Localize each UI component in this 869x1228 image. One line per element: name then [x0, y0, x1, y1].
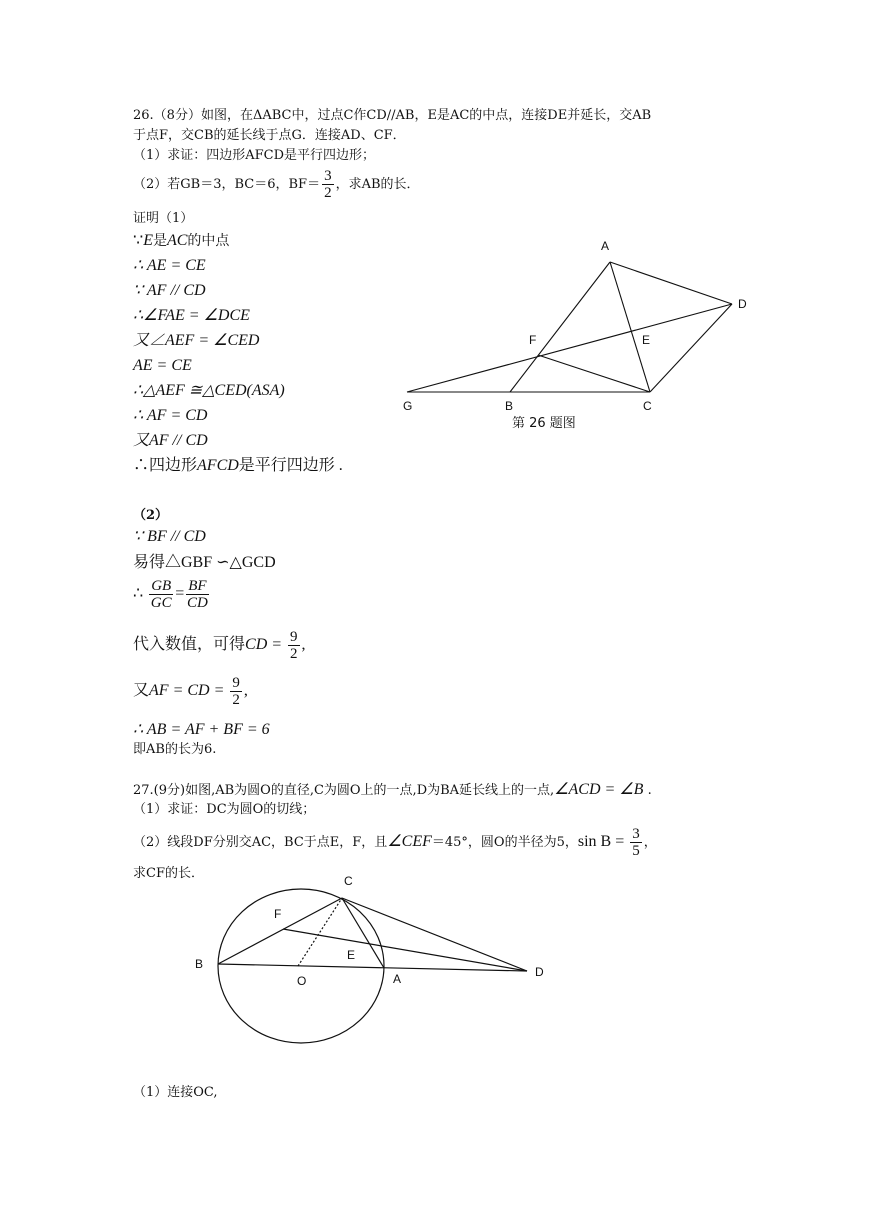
segment-AD	[610, 262, 732, 304]
part2-line-4: 代入数值，可得CD = $\frac{9}{2}$ ,	[133, 629, 306, 662]
segment-AB	[510, 262, 610, 392]
label-O: O	[297, 974, 307, 988]
q26-fraction-3-2: $\frac{3}{2}$	[324, 168, 332, 201]
proof-line-1: ∵E是AC的中点	[133, 232, 230, 249]
part2-ratio: ∴ $\frac{GB}{GC}$ = $\frac{BF}{CD}$	[133, 578, 208, 611]
segment-OC-dotted	[298, 898, 342, 966]
fraction-BF-CD: $\frac{BF}{CD}$	[186, 578, 208, 611]
label-F: F	[529, 333, 537, 347]
proof-line-10: ∴四边形AFCD是平行四边形 .	[133, 457, 343, 474]
label-D: D	[738, 297, 747, 311]
label-G: G	[403, 399, 413, 413]
proof-line-2: ∴ AE = CE	[133, 257, 206, 274]
label-B: B	[505, 399, 514, 413]
segment-BD	[218, 964, 527, 971]
proof-line-6: AE = CE	[133, 357, 192, 374]
part2-heading: （2）	[133, 508, 169, 523]
q27-part1: （1）求证：DC为圆O的切线；	[133, 802, 316, 817]
proof-heading: 证明（1）	[133, 211, 194, 226]
label-B: B	[195, 957, 204, 971]
label-F: F	[274, 907, 282, 921]
proof-line-4: ∴∠FAE = ∠DCE	[133, 307, 250, 324]
label-E: E	[347, 948, 356, 962]
q26-part2-end: ，求AB的长．	[335, 177, 420, 192]
fraction-GB-GC: $\frac{GB}{GC}$	[150, 578, 172, 611]
label-A: A	[601, 239, 610, 253]
figure-26	[395, 232, 775, 432]
segment-GD	[407, 304, 732, 392]
q26-part2	[133, 168, 420, 201]
segment-CD	[650, 304, 732, 392]
part2-line-6: ∴ AB = AF + BF = 6	[133, 721, 270, 738]
fraction-9-2-a: $\frac{9}{2}$	[290, 629, 298, 662]
part2-line-5: 又AF = CD = $\frac{9}{2}$ ,	[133, 675, 248, 708]
q27-line3: 求CF的长．	[133, 866, 204, 881]
q27-part2: （2）线段DF分别交AC，BC于点E，F，且∠CEF＝45°，圆O的半径为5，sin B = $\frac{3}{5}$ ，	[133, 826, 657, 859]
proof-line-9: 又AF // CD	[133, 432, 208, 449]
part2-line-1: ∵ BF // CD	[133, 528, 206, 545]
figure-27	[185, 868, 565, 1048]
q27-solution-1: （1）连接OC,	[133, 1085, 218, 1100]
fraction-9-2-b: $\frac{9}{2}$	[232, 675, 240, 708]
proof-line-3: ∵ AF // CD	[133, 282, 206, 299]
segment-CD	[342, 898, 527, 971]
proof-line-7: ∴△AEF ≅△CED(ASA)	[133, 382, 285, 399]
segment-FC	[538, 355, 650, 392]
q26-part2-text: （2）若GB＝3，BC＝6，BF＝	[133, 177, 321, 192]
label-E: E	[642, 333, 651, 347]
part2-line-7: 即AB的长为6.	[133, 742, 217, 757]
label-C: C	[643, 399, 652, 413]
proof-line-8: ∴ AF = CD	[133, 407, 208, 424]
figure-26-caption: 第 26 题图	[512, 416, 576, 431]
segment-FD	[283, 929, 527, 971]
proof-line-5: 又∠AEF = ∠CED	[133, 332, 260, 349]
q26-line1: 26.（8分）如图，在ΔABC中，过点C作CD//AB，E是AC的中点，连接DE并延长，交AB	[133, 108, 652, 123]
q27-line1: 27.(9分)如图,AB为圆O的直径,C为圆O上的一点,D为BA延长线上的一点,∠ACD = ∠B .	[133, 781, 652, 798]
label-D: D	[535, 965, 544, 979]
q26-line2: 于点F，交CB的延长线于点G．连接AD、CF．	[133, 128, 406, 143]
part2-line-2: 易得△GBF ∽△GCD	[133, 554, 276, 571]
label-A: A	[393, 972, 402, 986]
label-C: C	[344, 874, 353, 888]
q26-part1: （1）求证：四边形AFCD是平行四边形；	[133, 148, 376, 163]
segment-AC	[610, 262, 650, 392]
fraction-3-5: $\frac{3}{5}$	[632, 826, 640, 859]
